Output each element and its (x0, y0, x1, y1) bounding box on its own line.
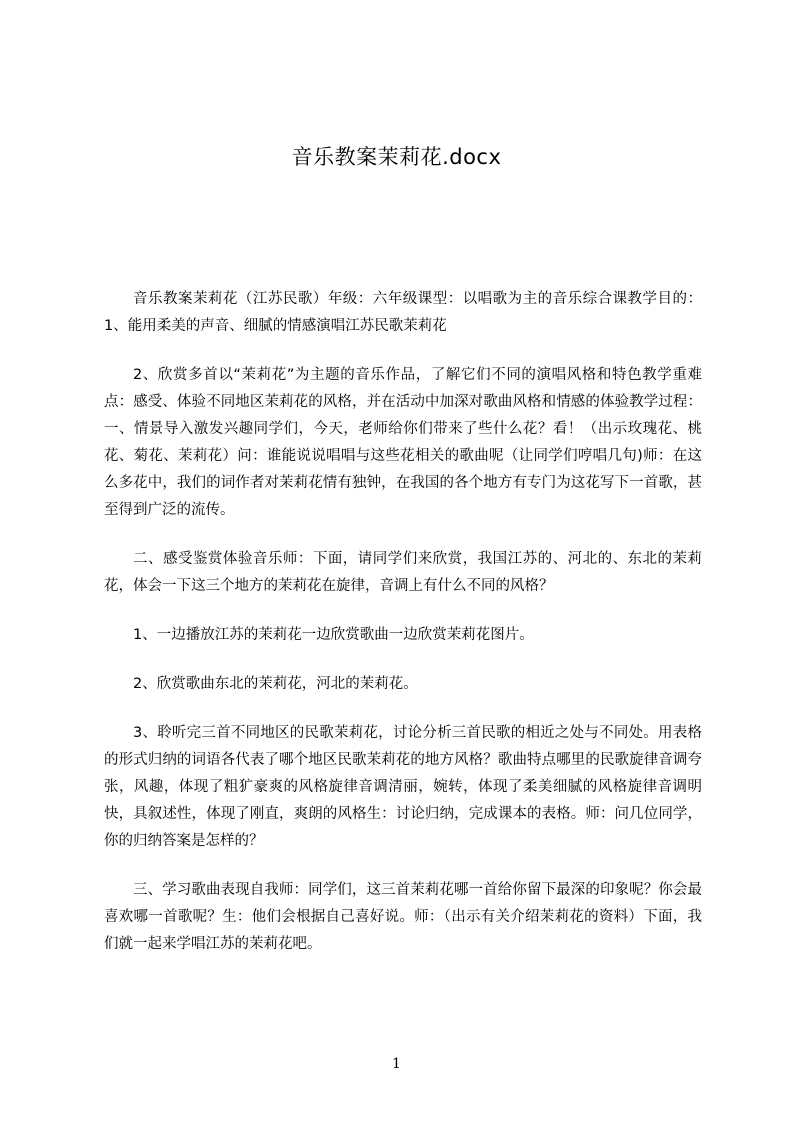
paragraph-learn-song: 三、学习歌曲表现自我师：同学们，这三首茉莉花哪一首给你留下最深的印象呢？你会最喜欢哪一首歌呢？生：他们会根据自己喜好说。师：（出示有关介绍茉莉花的资料）下面，我们就一起来学唱江苏的茉莉花吧。 (104, 882, 702, 952)
paragraph-appreciation: 二、感受鉴赏体验音乐师：下面，请同学们来欣赏，我国江苏的、河北的、东北的茉莉花，体会一下这三个地方的茉莉花在旋律，音调上有什么不同的风格？ (104, 551, 702, 594)
page-number: 1 (392, 1056, 401, 1072)
paragraph-step-3: 3、聆听完三首不同地区的民歌茉莉花，讨论分析三首民歌的相近之处与不同处。用表格的形式归纳的词语各代表了哪个地区民歌茉莉花的地方风格？歌曲特点哪里的民歌旋律音调夸张，风趣，体现了粗犷豪爽的风格旋律音调清丽，婉转，体现了柔美细腻的风格旋律音调明快，具叙述性，体现了刚直，爽朗的风格生：讨论归纳，完成课本的表格。师：问几位同学，你的归纳答案是怎样的？ (104, 725, 702, 849)
document-body (104, 286, 702, 980)
document-title: 音乐教案茉莉花.docx (291, 145, 502, 169)
paragraph-objectives: 2、欣赏多首以“茉莉花”为主题的音乐作品，了解它们不同的演唱风格和特色教学重难点：感受、体验不同地区茉莉花的风格，并在活动中加深对歌曲风格和情感的体验教学过程：一、情景导入激发兴趣同学们，今天，老师给你们带来了些什么花？看！（出示玫瑰花、桃花、菊花、茉莉花）问：谁能说说唱唱与这些花相关的歌曲呢（让同学们哼唱几句)师：在这么多花中，我们的词作者对茉莉花情有独钟，在我国的各个地方有专门为这花写下一首歌，甚至得到广泛的流传。 (104, 367, 702, 518)
paragraph-step-2: 2、欣赏歌曲东北的茉莉花，河北的茉莉花。 (133, 676, 418, 692)
paragraph-step-1: 1、一边播放江苏的茉莉花一边欣赏歌曲一边欣赏茉莉花图片。 (133, 627, 534, 643)
paragraph-intro: 音乐教案茉莉花（江苏民歌）年级：六年级课型：以唱歌为主的音乐综合课教学目的：1、能用柔美的声音、细腻的情感演唱江苏民歌茉莉花 (104, 291, 702, 334)
